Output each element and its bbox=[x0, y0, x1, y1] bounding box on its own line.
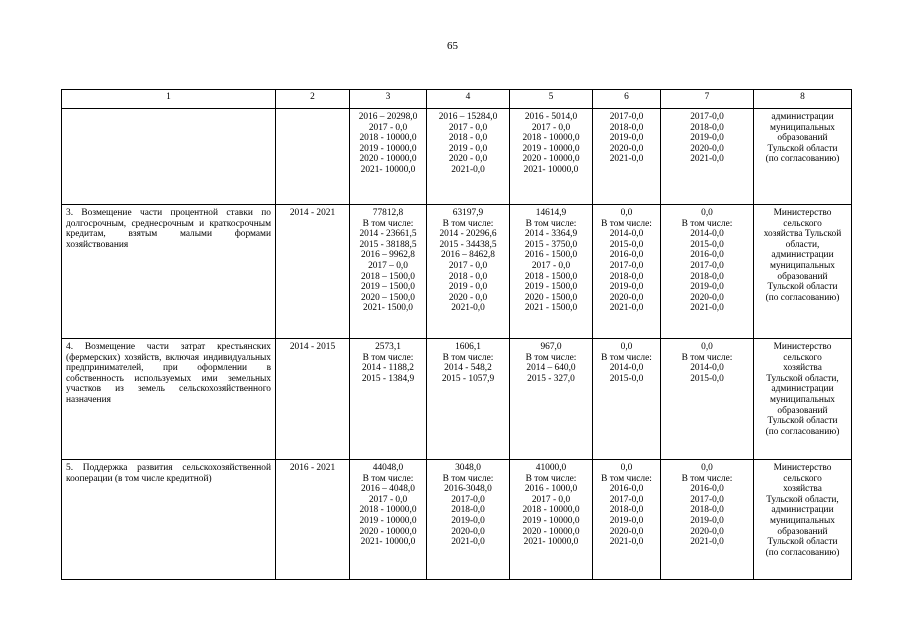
cell-line: 2018 - 10000,0 bbox=[359, 133, 417, 144]
funding-cell-c3 bbox=[350, 339, 427, 460]
cell-line: образований bbox=[777, 405, 828, 416]
cell-line: 2016 - 1500,0 bbox=[524, 250, 578, 261]
table-row bbox=[62, 339, 852, 460]
cell-line: 2014-0,0 bbox=[690, 363, 724, 374]
cell-line: 2020 - 1500,0 bbox=[524, 292, 578, 303]
cell-line: 2014 – 640,0 bbox=[526, 363, 576, 374]
cell-line: образований bbox=[777, 526, 828, 537]
cell-line: (по согласованию) bbox=[765, 547, 840, 558]
funding-cell-c3 bbox=[350, 109, 427, 205]
cell-line: 2017 - 0,0 bbox=[448, 260, 488, 271]
cell-line: администрации bbox=[771, 250, 834, 261]
funding-cell-c4 bbox=[427, 205, 510, 339]
cell-line: Тульской области bbox=[767, 282, 838, 293]
cell-line: В том числе: bbox=[442, 352, 494, 363]
cell-line: 2020-0,0 bbox=[690, 292, 724, 303]
cell-line: 2021 - 1500,0 bbox=[524, 303, 578, 314]
table-row bbox=[62, 109, 852, 205]
cell-line: 44048,0 bbox=[372, 463, 404, 473]
cell-line: 2017-0,0 bbox=[609, 112, 644, 122]
cell-line: 2021-0,0 bbox=[451, 164, 485, 175]
cell-line: В том числе: bbox=[681, 352, 733, 363]
cell-line: 2018 - 0,0 bbox=[448, 133, 488, 144]
funding-cell-c4 bbox=[427, 109, 510, 205]
period-cell: 2014 - 2015 bbox=[276, 339, 350, 460]
period-cell: 2014 - 2021 bbox=[276, 205, 350, 339]
cell-line: 2573,1 bbox=[375, 342, 401, 352]
cell-line: 2017 – 0,0 bbox=[368, 260, 408, 271]
cell-line: 2015-0,0 bbox=[609, 239, 644, 250]
cell-line: сельского bbox=[783, 352, 822, 363]
cell-line: В том числе: bbox=[362, 473, 414, 484]
measure-cell: 3. Возмещение части процентной ставки по долгосрочным, среднесрочным и краткосрочным кредитам, взятым малыми формами хозяйствования bbox=[62, 205, 276, 339]
program-measures-table bbox=[61, 89, 852, 580]
cell-line: 2019-0,0 bbox=[451, 515, 485, 526]
cell-line: В том числе: bbox=[601, 218, 652, 229]
cell-line: 2021- 10000,0 bbox=[360, 164, 416, 175]
cell-line: хозяйства bbox=[783, 363, 822, 374]
cell-line: 2020 - 0,0 bbox=[448, 292, 488, 303]
header-col-7: 7 bbox=[661, 90, 754, 109]
cell-line: 2019 - 0,0 bbox=[448, 282, 488, 293]
cell-line: 2015 - 1384,9 bbox=[361, 373, 415, 384]
cell-line: 2017-0,0 bbox=[690, 260, 724, 271]
cell-line: 2015 - 38188,5 bbox=[359, 239, 417, 250]
cell-line: (по согласованию) bbox=[765, 426, 840, 437]
funding-cell-c6 bbox=[593, 460, 661, 580]
header-col-8: 8 bbox=[754, 90, 852, 109]
cell-line: 2018-0,0 bbox=[690, 122, 724, 133]
cell-line: муниципальных bbox=[770, 515, 835, 526]
cell-line: 2021-0,0 bbox=[609, 537, 644, 548]
cell-line: 2020 - 10000,0 bbox=[522, 526, 580, 537]
cell-line: 2020-0,0 bbox=[609, 143, 644, 154]
cell-line: 2017-0,0 bbox=[690, 112, 724, 122]
cell-line: 2016 – 9962,8 bbox=[361, 250, 415, 261]
cell-line: 2016-3048,0 bbox=[444, 484, 492, 495]
cell-line: образований bbox=[777, 133, 828, 144]
cell-line: 2019-0,0 bbox=[690, 282, 724, 293]
cell-line: 2014-0,0 bbox=[690, 229, 724, 240]
cell-line: 2017 - 0,0 bbox=[531, 260, 571, 271]
cell-line: 2014 - 3364,9 bbox=[524, 229, 578, 240]
cell-line: В том числе: bbox=[442, 218, 494, 229]
cell-line: 63197,9 bbox=[452, 208, 484, 218]
cell-line: хозяйства Тульской bbox=[763, 229, 842, 240]
cell-line: 1606,1 bbox=[455, 342, 481, 352]
cell-line: В том числе: bbox=[362, 218, 414, 229]
cell-line: 2014 - 548,2 bbox=[444, 363, 492, 374]
cell-line: 2019-0,0 bbox=[609, 515, 644, 526]
funding-cell-c6 bbox=[593, 109, 661, 205]
cell-line: Министерство bbox=[773, 463, 832, 473]
cell-line: 2014 - 23661,5 bbox=[359, 229, 417, 240]
cell-line: В том числе: bbox=[681, 218, 733, 229]
cell-line: 2019 - 0,0 bbox=[448, 143, 488, 154]
cell-line: 2020 – 1500,0 bbox=[361, 292, 415, 303]
cell-line: 2015 - 1057,9 bbox=[441, 373, 495, 384]
cell-line: 0,0 bbox=[620, 463, 633, 473]
cell-line: 2015 - 34438,5 bbox=[439, 239, 497, 250]
header-col-4: 4 bbox=[427, 90, 510, 109]
cell-line: 2019 - 1500,0 bbox=[524, 282, 578, 293]
cell-line: муниципальных bbox=[770, 394, 835, 405]
executor-cell bbox=[754, 460, 852, 580]
cell-line: 2018 - 10000,0 bbox=[522, 505, 580, 516]
table-row bbox=[62, 205, 852, 339]
cell-line: 2017 - 0,0 bbox=[531, 494, 571, 505]
cell-line: 2016 - 1000,0 bbox=[524, 484, 578, 495]
funding-cell-c7 bbox=[661, 205, 754, 339]
cell-line: сельского bbox=[783, 473, 822, 484]
cell-line: 2020 - 10000,0 bbox=[359, 526, 417, 537]
measure-cell: 5. Поддержка развития сельскохозяйственной кооперации (в том числе кредитной) bbox=[62, 460, 276, 580]
header-col-1: 1 bbox=[62, 90, 276, 109]
cell-line: 2018-0,0 bbox=[690, 271, 724, 282]
cell-line: 2016-0,0 bbox=[690, 484, 724, 495]
cell-line: 2015-0,0 bbox=[690, 239, 724, 250]
cell-line: 2014-0,0 bbox=[609, 363, 644, 374]
header-col-3: 3 bbox=[350, 90, 427, 109]
cell-line: 2021- 10000,0 bbox=[523, 164, 579, 175]
period-cell bbox=[276, 109, 350, 205]
cell-line: В том числе: bbox=[601, 352, 652, 363]
cell-line: 2016 – 15284,0 bbox=[438, 112, 498, 122]
funding-cell-c7 bbox=[661, 109, 754, 205]
cell-line: В том числе: bbox=[362, 352, 414, 363]
funding-cell-c3 bbox=[350, 205, 427, 339]
cell-line: 2016-0,0 bbox=[609, 484, 644, 495]
cell-line: 2016 - 5014,0 bbox=[524, 112, 578, 122]
cell-line: В том числе: bbox=[442, 473, 494, 484]
cell-line: 2020-0,0 bbox=[609, 526, 644, 537]
period-cell: 2016 - 2021 bbox=[276, 460, 350, 580]
cell-line: 2018-0,0 bbox=[609, 122, 644, 133]
cell-line: Министерство bbox=[773, 208, 832, 218]
cell-line: 2019-0,0 bbox=[609, 282, 644, 293]
cell-line: В том числе: bbox=[525, 218, 577, 229]
cell-line: 2021- 1500,0 bbox=[363, 303, 413, 314]
cell-line: 2016 – 8462,8 bbox=[441, 250, 495, 261]
cell-line: 2019 - 10000,0 bbox=[522, 515, 580, 526]
cell-line: 0,0 bbox=[701, 463, 713, 473]
cell-line: Тульской области, bbox=[766, 373, 839, 384]
funding-cell-c6 bbox=[593, 205, 661, 339]
cell-line: 41000,0 bbox=[535, 463, 567, 473]
cell-line: 0,0 bbox=[701, 208, 713, 218]
cell-line: 2014-0,0 bbox=[609, 229, 644, 240]
cell-line: Тульской области bbox=[767, 143, 838, 154]
cell-line: 2020-0,0 bbox=[609, 292, 644, 303]
funding-cell-c6 bbox=[593, 339, 661, 460]
cell-line: 2014 - 1188,2 bbox=[362, 363, 414, 374]
cell-line: 2015 - 327,0 bbox=[527, 373, 575, 384]
executor-cell bbox=[754, 339, 852, 460]
cell-line: 2021-0,0 bbox=[690, 303, 724, 314]
cell-line: 2021-0,0 bbox=[609, 154, 644, 165]
cell-line: 2019-0,0 bbox=[690, 515, 724, 526]
cell-line: 2019 - 10000,0 bbox=[359, 515, 417, 526]
cell-line: 3048,0 bbox=[455, 463, 481, 473]
funding-cell-c5 bbox=[510, 339, 593, 460]
cell-line: 2017 - 0,0 bbox=[448, 122, 488, 133]
cell-line: 2020 - 0,0 bbox=[448, 154, 488, 165]
funding-cell-c3 bbox=[350, 460, 427, 580]
cell-line: муниципальных bbox=[770, 260, 835, 271]
measure-cell: 4. Возмещение части затрат крестьянских (фермерских) хозяйств, включая индивидуальных предпринимателей, при оформлении в собственность используемых ими земельных участков из земель сельскохозяйственного назначения bbox=[62, 339, 276, 460]
cell-line: 2016 – 20298,0 bbox=[358, 112, 418, 122]
cell-line: 2019-0,0 bbox=[609, 133, 644, 144]
cell-line: 2015-0,0 bbox=[690, 373, 724, 384]
cell-line: 2018 - 10000,0 bbox=[359, 505, 417, 516]
cell-line: 2017 - 0,0 bbox=[368, 122, 408, 133]
header-col-5: 5 bbox=[510, 90, 593, 109]
cell-line: (по согласованию) bbox=[765, 292, 840, 303]
funding-cell-c7 bbox=[661, 339, 754, 460]
cell-line: 2018-0,0 bbox=[609, 505, 644, 516]
cell-line: области, bbox=[785, 239, 820, 250]
cell-line: 2018-0,0 bbox=[451, 505, 485, 516]
cell-line: 2019 - 10000,0 bbox=[522, 143, 580, 154]
cell-line: 14614,9 bbox=[535, 208, 567, 218]
cell-line: 2021-0,0 bbox=[690, 537, 724, 548]
cell-line: образований bbox=[777, 271, 828, 282]
cell-line: сельского bbox=[783, 218, 822, 229]
cell-line: В том числе: bbox=[525, 473, 577, 484]
cell-line: 2018-0,0 bbox=[609, 271, 644, 282]
cell-line: 2016-0,0 bbox=[609, 250, 644, 261]
cell-line: 2019 - 10000,0 bbox=[359, 143, 417, 154]
cell-line: 2017-0,0 bbox=[451, 494, 485, 505]
cell-line: 2021-0,0 bbox=[451, 303, 485, 314]
cell-line: 2021- 10000,0 bbox=[360, 537, 416, 548]
funding-cell-c5 bbox=[510, 460, 593, 580]
funding-cell-c7 bbox=[661, 460, 754, 580]
cell-line: 2021-0,0 bbox=[451, 537, 485, 548]
cell-line: 2016-0,0 bbox=[690, 250, 724, 261]
cell-line: администрации bbox=[771, 112, 834, 122]
header-col-6: 6 bbox=[593, 90, 661, 109]
header-row bbox=[62, 90, 852, 109]
cell-line: 2021-0,0 bbox=[609, 303, 644, 314]
cell-line: 2019-0,0 bbox=[690, 133, 724, 144]
cell-line: В том числе: bbox=[525, 352, 577, 363]
funding-cell-c5 bbox=[510, 109, 593, 205]
cell-line: Тульской области, bbox=[766, 494, 839, 505]
executor-cell bbox=[754, 205, 852, 339]
cell-line: Тульской области bbox=[767, 537, 838, 548]
cell-line: В том числе: bbox=[601, 473, 652, 484]
cell-line: муниципальных bbox=[770, 122, 835, 133]
cell-line: 0,0 bbox=[701, 342, 713, 352]
cell-line: 2019 – 1500,0 bbox=[361, 282, 415, 293]
cell-line: 2020-0,0 bbox=[690, 143, 724, 154]
cell-line: 2018 - 1500,0 bbox=[524, 271, 578, 282]
cell-line: 2015-0,0 bbox=[609, 373, 644, 384]
cell-line: 967,0 bbox=[540, 342, 562, 352]
cell-line: 2016 – 4048,0 bbox=[361, 484, 415, 495]
cell-line: 2018 – 1500,0 bbox=[361, 271, 415, 282]
measure-cell bbox=[62, 109, 276, 205]
funding-cell-c4 bbox=[427, 339, 510, 460]
cell-line: Министерство bbox=[773, 342, 832, 352]
cell-line: (по согласованию) bbox=[765, 154, 840, 165]
cell-line: 77812,8 bbox=[372, 208, 404, 218]
cell-line: 2021- 10000,0 bbox=[523, 537, 579, 548]
cell-line: 2020-0,0 bbox=[690, 526, 724, 537]
cell-line: 2017-0,0 bbox=[690, 494, 724, 505]
cell-line: 2017 - 0,0 bbox=[531, 122, 571, 133]
page-number: 65 bbox=[447, 40, 458, 52]
cell-line: 2021-0,0 bbox=[690, 154, 724, 165]
cell-line: 2018 - 10000,0 bbox=[522, 133, 580, 144]
cell-line: 2020 - 10000,0 bbox=[522, 154, 580, 165]
funding-cell-c5 bbox=[510, 205, 593, 339]
cell-line: Тульской области bbox=[767, 416, 838, 427]
cell-line: 2017 - 0,0 bbox=[368, 494, 408, 505]
cell-line: 2018 - 0,0 bbox=[448, 271, 488, 282]
header-col-2: 2 bbox=[276, 90, 350, 109]
cell-line: хозяйства bbox=[783, 484, 822, 495]
cell-line: 2017-0,0 bbox=[609, 494, 644, 505]
cell-line: администрации bbox=[771, 505, 834, 516]
cell-line: 2015 - 3750,0 bbox=[524, 239, 578, 250]
cell-line: 2018-0,0 bbox=[690, 505, 724, 516]
funding-cell-c4 bbox=[427, 460, 510, 580]
table-body bbox=[62, 109, 852, 580]
cell-line: 0,0 bbox=[620, 342, 633, 352]
cell-line: 2020-0,0 bbox=[451, 526, 485, 537]
cell-line: администрации bbox=[771, 384, 834, 395]
cell-line: 2014 - 20296,6 bbox=[439, 229, 497, 240]
executor-cell bbox=[754, 109, 852, 205]
cell-line: 2020 - 10000,0 bbox=[359, 154, 417, 165]
cell-line: 0,0 bbox=[620, 208, 633, 218]
cell-line: 2017-0,0 bbox=[609, 260, 644, 271]
cell-line: В том числе: bbox=[681, 473, 733, 484]
table-row bbox=[62, 460, 852, 580]
